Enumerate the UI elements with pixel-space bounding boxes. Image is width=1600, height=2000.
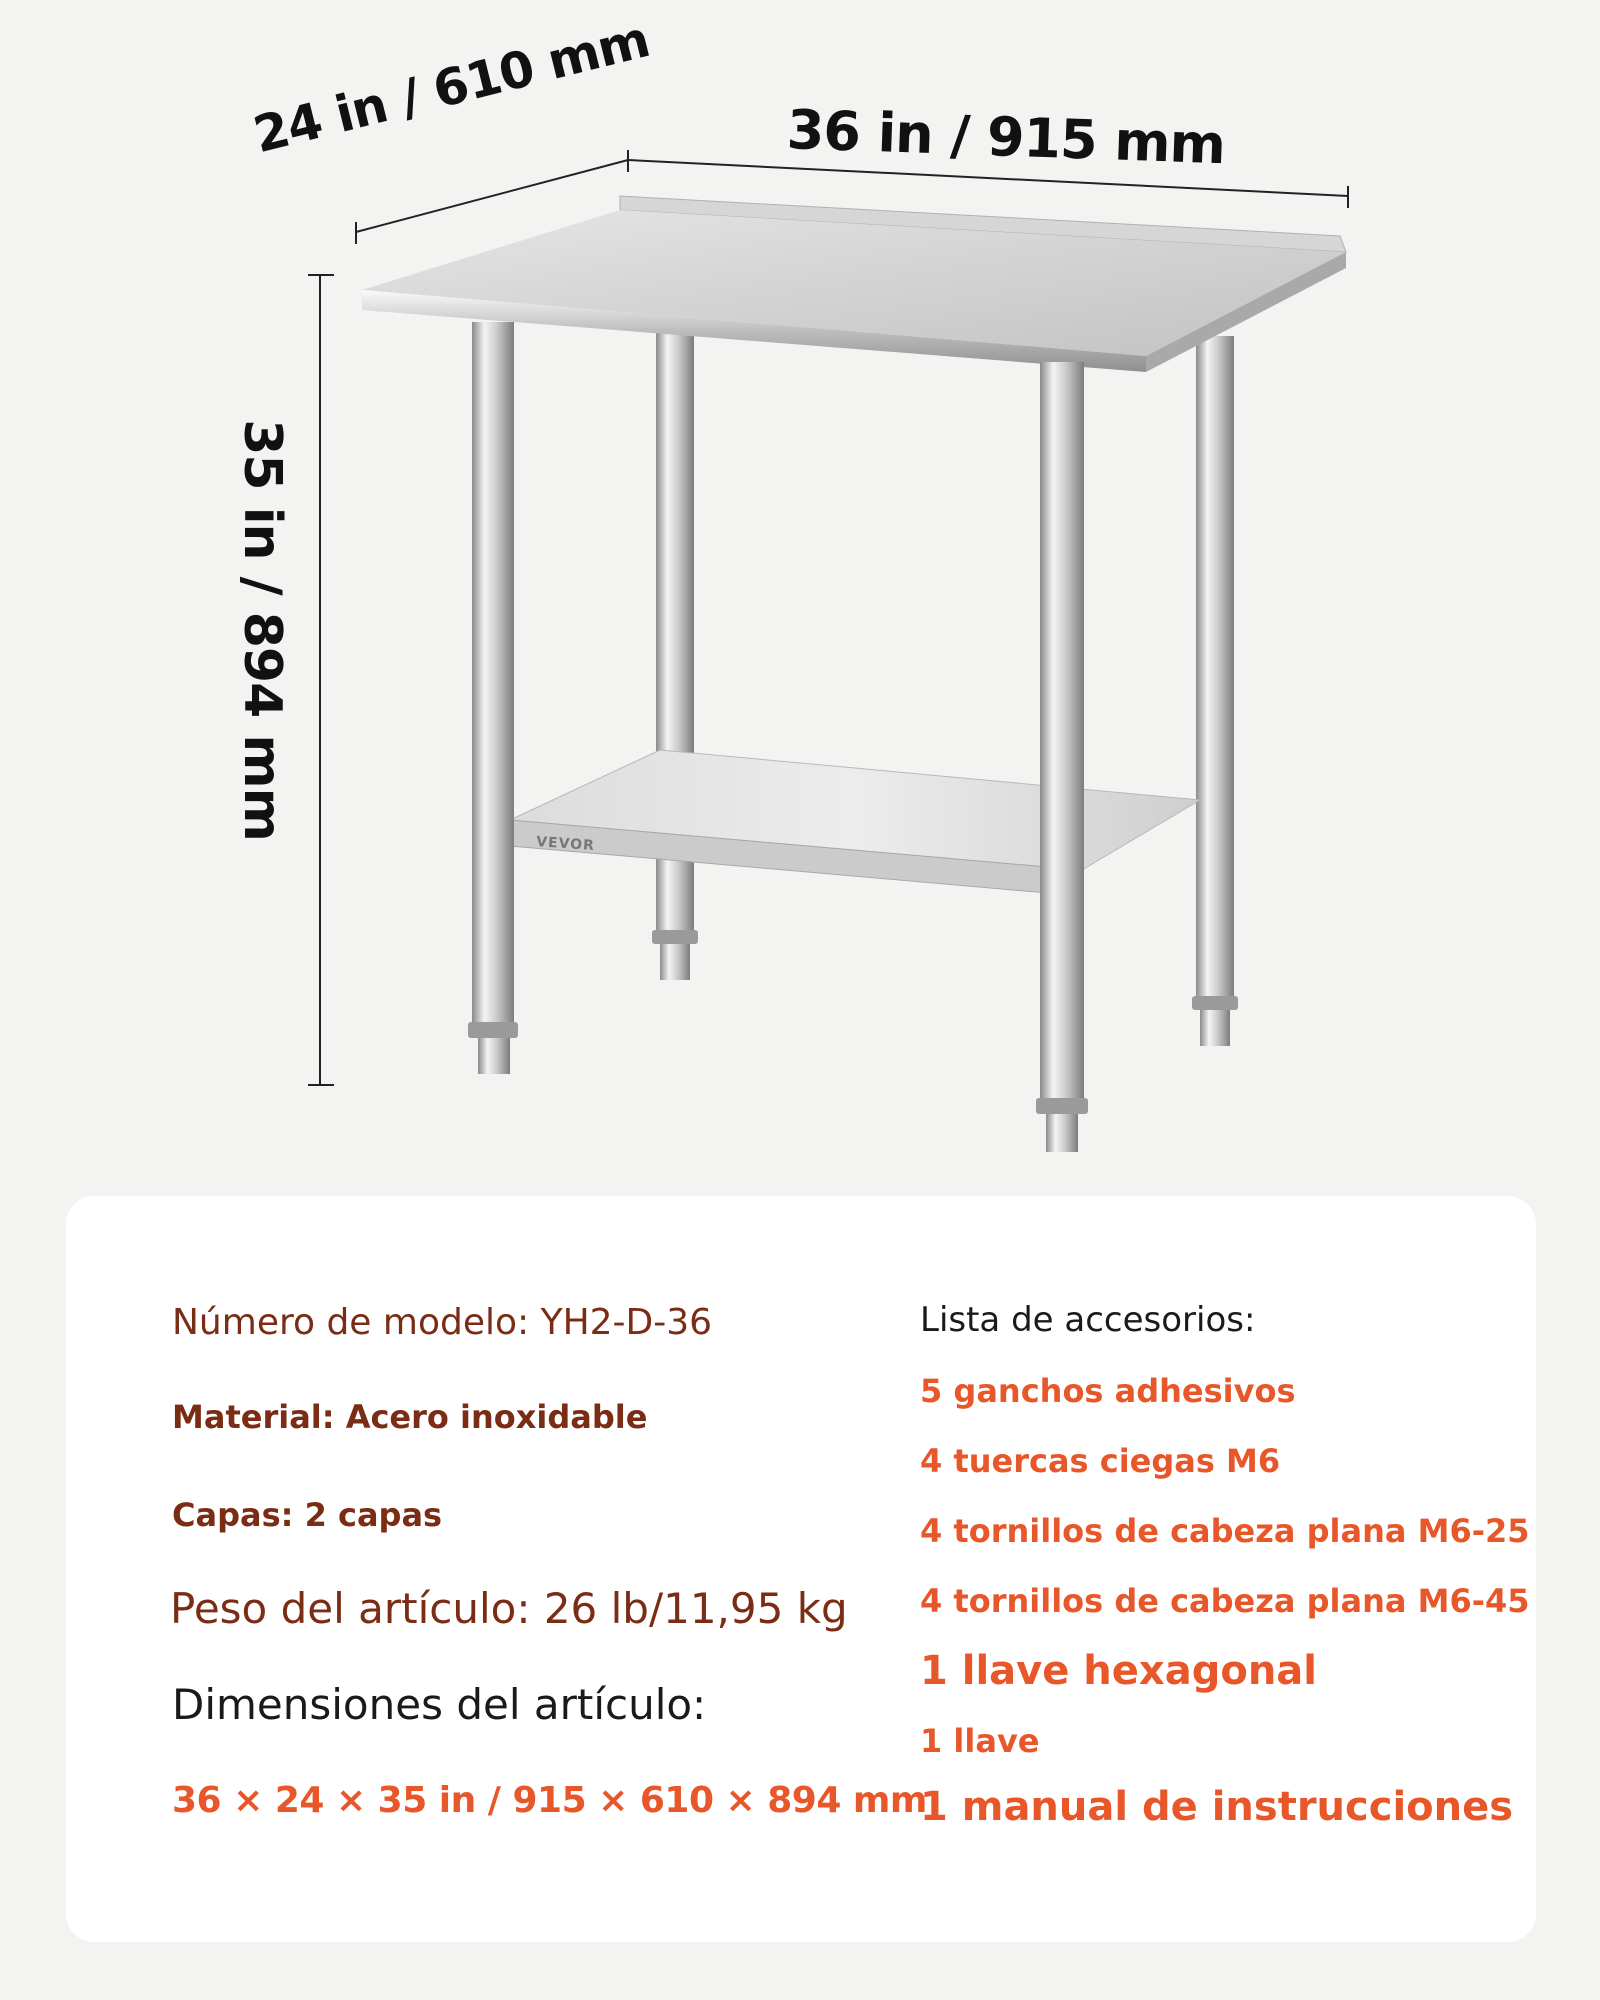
accessory-item: 5 ganchos adhesivos bbox=[920, 1372, 1296, 1410]
weight-spec: Peso del artículo: 26 lb/11,95 kg bbox=[170, 1584, 848, 1633]
depth-dimension-label: 24 in / 610 mm bbox=[248, 10, 655, 165]
accessory-item: 1 llave bbox=[920, 1722, 1040, 1760]
height-dimension-label: 35 in / 894 mm bbox=[232, 419, 292, 841]
layers-spec: Capas: 2 capas bbox=[172, 1496, 443, 1534]
accessory-item: 4 tornillos de cabeza plana M6-45 bbox=[920, 1582, 1530, 1620]
model-number: Número de modelo: YH2-D-36 bbox=[172, 1302, 713, 1343]
spec-card bbox=[66, 1196, 1536, 1942]
accessory-item: 1 llave hexagonal bbox=[920, 1648, 1317, 1694]
accessories-title: Lista de accesorios: bbox=[920, 1300, 1256, 1340]
accessory-item: 4 tuercas ciegas M6 bbox=[920, 1442, 1281, 1480]
width-dimension-label: 36 in / 915 mm bbox=[785, 98, 1227, 177]
accessory-item: 4 tornillos de cabeza plana M6-25 bbox=[920, 1512, 1530, 1550]
brand-logo: VEVOR bbox=[535, 834, 596, 855]
dimensions-title: Dimensiones del artículo: bbox=[172, 1680, 707, 1729]
front-right-leg bbox=[1036, 362, 1088, 1152]
front-left-leg bbox=[468, 322, 518, 1074]
back-right-leg bbox=[1192, 336, 1238, 1046]
material-spec: Material: Acero inoxidable bbox=[172, 1398, 648, 1436]
back-left-leg bbox=[652, 330, 698, 980]
dimensions-value: 36 × 24 × 35 in / 915 × 610 × 894 mm bbox=[172, 1780, 927, 1821]
accessory-item: 1 manual de instrucciones bbox=[920, 1784, 1514, 1830]
